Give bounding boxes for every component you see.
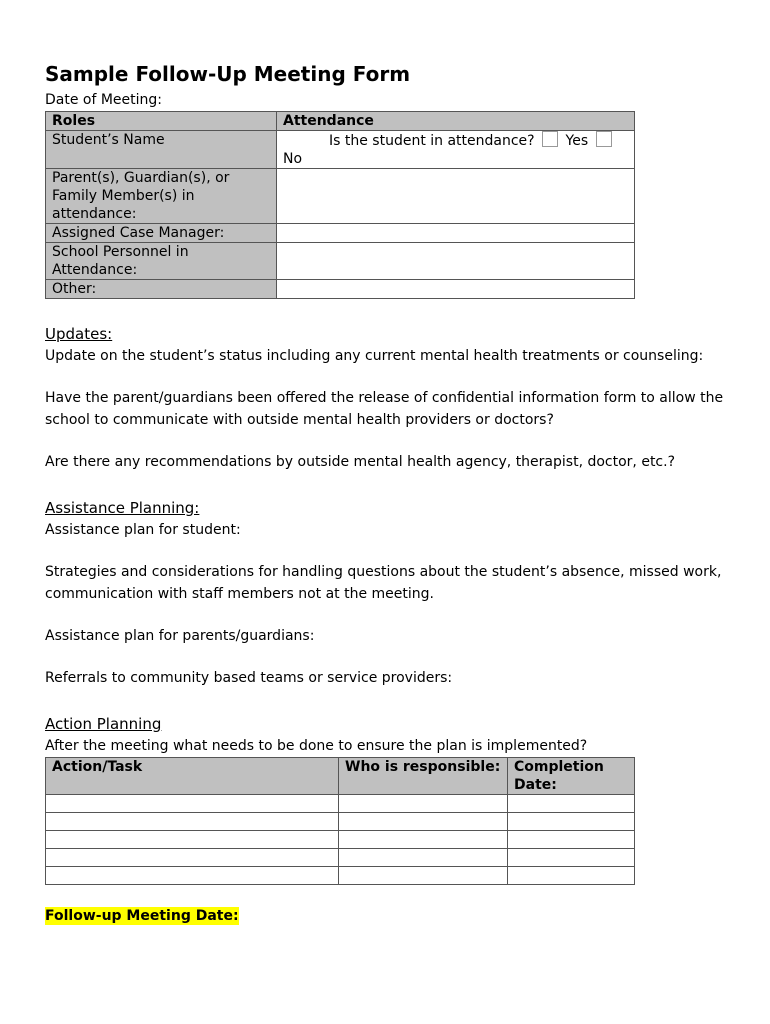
updates-question-3: Are there any recommendations by outside mental health agency, therapist, doctor, etc.?	[45, 454, 676, 470]
case-manager-row	[46, 224, 635, 243]
student-name-row	[46, 131, 635, 169]
page-title: Sample Follow-Up Meeting Form	[45, 62, 411, 86]
action-task-cell[interactable]	[46, 795, 339, 813]
who-responsible-header: Who is responsible:	[339, 758, 508, 795]
assistance-heading: Assistance Planning:	[45, 499, 200, 517]
responsible-cell[interactable]	[339, 795, 508, 813]
updates-question-2: Have the parent/guardians been offered the release of confidential information form to allow the school to communicate with outside mental health providers or doctors?	[45, 390, 724, 428]
attendance-question: Is the student in attendance?	[329, 133, 535, 149]
roles-table	[45, 111, 635, 299]
responsible-cell[interactable]	[339, 867, 508, 885]
parents-field[interactable]	[277, 169, 635, 224]
updates-heading: Updates:	[45, 325, 113, 343]
attendance-header: Attendance	[277, 112, 635, 131]
updates-question-1: Update on the student’s status including any current mental health treatments or counseling:	[45, 348, 704, 364]
no-checkbox[interactable]	[596, 131, 612, 147]
action-row	[46, 813, 635, 831]
school-personnel-label: School Personnel in Attendance:	[46, 243, 277, 280]
action-intro: After the meeting what needs to be done to ensure the plan is implemented?	[45, 738, 588, 754]
action-row	[46, 849, 635, 867]
school-personnel-field[interactable]	[277, 243, 635, 280]
assistance-question-2: Strategies and considerations for handling questions about the student’s absence, missed work, communication with staff members not at the meeting.	[45, 564, 722, 602]
action-header-row	[46, 758, 635, 795]
assistance-question-3: Assistance plan for parents/guardians:	[45, 628, 315, 644]
responsible-cell[interactable]	[339, 831, 508, 849]
completion-date-cell[interactable]	[508, 831, 635, 849]
followup-meeting-date-label: Follow-up Meeting Date:	[45, 908, 239, 924]
completion-date-cell[interactable]	[508, 813, 635, 831]
action-task-cell[interactable]	[46, 849, 339, 867]
action-heading: Action Planning	[45, 715, 162, 733]
action-task-cell[interactable]	[46, 867, 339, 885]
roles-header: Roles	[46, 112, 277, 131]
action-row	[46, 831, 635, 849]
case-manager-field[interactable]	[277, 224, 635, 243]
yes-checkbox[interactable]	[542, 131, 558, 147]
attendance-cell	[277, 131, 635, 169]
student-name-label: Student’s Name	[46, 131, 277, 169]
assistance-question-1: Assistance plan for student:	[45, 522, 241, 538]
other-field[interactable]	[277, 280, 635, 299]
other-label: Other:	[46, 280, 277, 299]
parents-label: Parent(s), Guardian(s), or Family Member(s) in attendance:	[46, 169, 277, 224]
completion-date-cell[interactable]	[508, 867, 635, 885]
form-page	[45, 60, 725, 925]
action-task-header: Action/Task	[46, 758, 339, 795]
action-row	[46, 867, 635, 885]
assistance-question-4: Referrals to community based teams or service providers:	[45, 670, 453, 686]
completion-date-header: Completion Date:	[508, 758, 635, 795]
action-task-cell[interactable]	[46, 831, 339, 849]
roles-header-row	[46, 112, 635, 131]
no-label: No	[283, 151, 303, 167]
case-manager-label: Assigned Case Manager:	[46, 224, 277, 243]
parents-row	[46, 169, 635, 224]
responsible-cell[interactable]	[339, 813, 508, 831]
other-row	[46, 280, 635, 299]
date-of-meeting-label: Date of Meeting:	[45, 92, 163, 108]
action-table	[45, 757, 635, 885]
action-task-cell[interactable]	[46, 813, 339, 831]
school-personnel-row	[46, 243, 635, 280]
action-row	[46, 795, 635, 813]
completion-date-cell[interactable]	[508, 795, 635, 813]
yes-label: Yes	[565, 133, 589, 149]
responsible-cell[interactable]	[339, 849, 508, 867]
completion-date-cell[interactable]	[508, 849, 635, 867]
